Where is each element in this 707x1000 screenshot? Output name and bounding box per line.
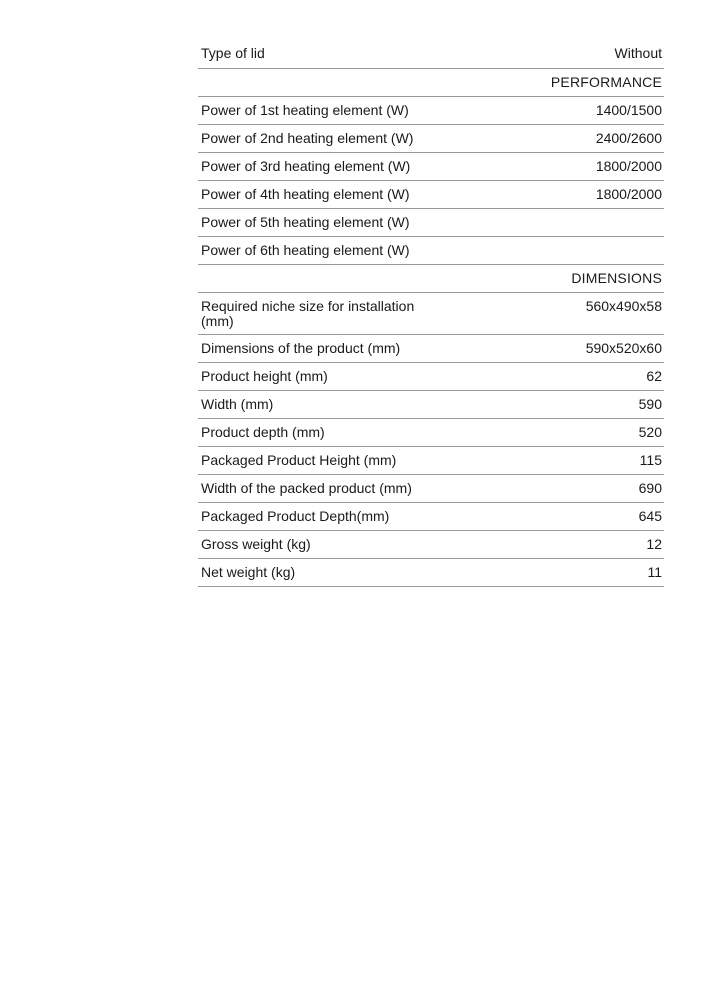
section-title: DIMENSIONS	[431, 264, 664, 292]
spec-label: Product height (mm)	[198, 362, 431, 390]
spec-value: 12	[431, 530, 664, 558]
spec-value: 590	[431, 390, 664, 418]
spec-row-lid-type	[198, 40, 664, 68]
spec-row-packed-width	[198, 474, 664, 502]
section-spacer	[198, 264, 431, 292]
spec-label: Power of 3rd heating element (W)	[198, 152, 431, 180]
spec-label: Required niche size for installation (mm)	[198, 292, 431, 334]
spec-value	[431, 208, 664, 236]
spec-label: Width of the packed product (mm)	[198, 474, 431, 502]
spec-value: 560x490x58	[431, 292, 664, 334]
spec-label: Net weight (kg)	[198, 558, 431, 586]
spec-table	[198, 40, 664, 587]
spec-value: 590x520x60	[431, 334, 664, 362]
spec-label: Gross weight (kg)	[198, 530, 431, 558]
spec-label: Packaged Product Depth(mm)	[198, 502, 431, 530]
section-title: PERFORMANCE	[431, 68, 664, 96]
spec-label: Power of 4th heating element (W)	[198, 180, 431, 208]
spec-row-heating-3	[198, 152, 664, 180]
spec-value: 520	[431, 418, 664, 446]
spec-value: 1800/2000	[431, 152, 664, 180]
section-header-dimensions	[198, 264, 664, 292]
spec-row-niche-size	[198, 292, 664, 334]
spec-row-gross-weight	[198, 530, 664, 558]
spec-label: Power of 6th heating element (W)	[198, 236, 431, 264]
spec-row-heating-4	[198, 180, 664, 208]
spec-label: Type of lid	[198, 40, 431, 68]
spec-value: 115	[431, 446, 664, 474]
spec-row-heating-1	[198, 96, 664, 124]
spec-label: Dimensions of the product (mm)	[198, 334, 431, 362]
spec-row-heating-6	[198, 236, 664, 264]
spec-row-product-dimensions	[198, 334, 664, 362]
spec-value: 11	[431, 558, 664, 586]
spec-row-product-height	[198, 362, 664, 390]
section-spacer	[198, 68, 431, 96]
spec-value	[431, 236, 664, 264]
section-header-performance	[198, 68, 664, 96]
spec-label: Packaged Product Height (mm)	[198, 446, 431, 474]
spec-value: 645	[431, 502, 664, 530]
spec-row-net-weight	[198, 558, 664, 586]
spec-value: 62	[431, 362, 664, 390]
spec-label: Product depth (mm)	[198, 418, 431, 446]
spec-label: Power of 2nd heating element (W)	[198, 124, 431, 152]
spec-row-width	[198, 390, 664, 418]
spec-value: 1400/1500	[431, 96, 664, 124]
spec-row-packaged-height	[198, 446, 664, 474]
spec-row-heating-5	[198, 208, 664, 236]
spec-table-body	[198, 40, 664, 586]
spec-label: Power of 1st heating element (W)	[198, 96, 431, 124]
spec-value: 690	[431, 474, 664, 502]
spec-value: 1800/2000	[431, 180, 664, 208]
spec-value: 2400/2600	[431, 124, 664, 152]
spec-value: Without	[431, 40, 664, 68]
spec-label: Width (mm)	[198, 390, 431, 418]
spec-label: Power of 5th heating element (W)	[198, 208, 431, 236]
spec-row-heating-2	[198, 124, 664, 152]
spec-row-product-depth	[198, 418, 664, 446]
spec-row-packaged-depth	[198, 502, 664, 530]
